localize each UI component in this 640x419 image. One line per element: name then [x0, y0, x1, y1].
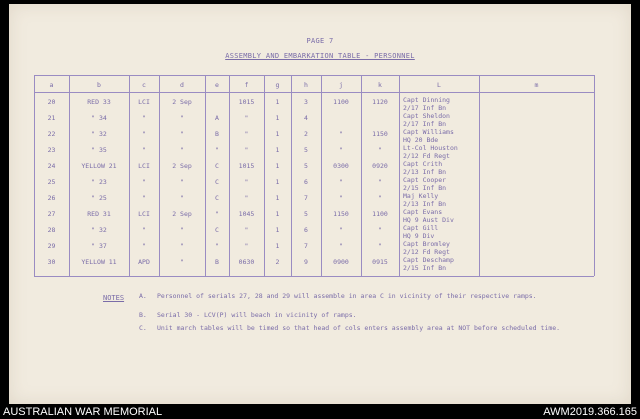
- table-cell-h: 4: [304, 114, 308, 122]
- table-cell-officer: Lt-Col Houston: [403, 144, 458, 152]
- table-cell-j: ": [339, 226, 343, 234]
- column-header: k: [378, 81, 382, 89]
- table-cell-c: LCI: [138, 210, 150, 218]
- table-cell-g: 1: [275, 114, 280, 122]
- table-cell-h: 7: [304, 194, 308, 202]
- table-cell-c: ": [142, 226, 146, 234]
- column-header: L: [437, 81, 441, 89]
- table-cell-a: 23: [47, 146, 56, 154]
- table-cell-e: A: [215, 114, 219, 122]
- table-cell-g: 1: [275, 98, 280, 106]
- table-cell-k: ": [378, 146, 382, 154]
- table-cell-unit: 2/13 Inf Bn: [403, 200, 447, 208]
- table-cell-c: LCI: [138, 162, 150, 170]
- column-header: b: [97, 81, 101, 89]
- table-cell-f: ": [244, 242, 249, 250]
- note-text: Personnel of serials 27, 28 and 29 will assemble in area C in vicinity of their respective ramps.: [157, 292, 537, 300]
- table-cell-h: 5: [304, 162, 308, 170]
- column-header: e: [215, 81, 219, 89]
- note-key: C.: [139, 324, 147, 332]
- table-cell-h: 2: [304, 130, 308, 138]
- table-cell-c: ": [142, 242, 146, 250]
- table-cell-e: ": [215, 242, 219, 250]
- table-cell-b: RED 33: [87, 98, 111, 106]
- table-cell-e: ": [215, 210, 219, 218]
- column-header: h: [304, 81, 308, 89]
- table-cell-unit: 2/13 Inf Bn: [403, 168, 447, 176]
- table-cell-a: 24: [47, 162, 56, 170]
- table-cell-e: B: [215, 130, 219, 138]
- table-cell-f: 1045: [238, 210, 255, 218]
- table-cell-h: 5: [304, 146, 308, 154]
- table-cell-officer: Capt Crith: [403, 160, 443, 168]
- table-cell-h: 6: [304, 178, 308, 186]
- table-cell-a: 26: [47, 194, 56, 202]
- note-text: Unit march tables will be timed so that head of cols enters assembly area at NOT before scheduled time.: [157, 324, 561, 332]
- table-cell-officer: Capt Dinning: [403, 96, 450, 104]
- table-cell-officer: Capt Cooper: [403, 176, 447, 184]
- table-cell-j: 0300: [333, 162, 349, 170]
- table-cell-f: 1015: [238, 162, 255, 170]
- table-cell-f: ": [244, 130, 249, 138]
- table-cell-e: C: [215, 162, 219, 170]
- table-cell-b: " 34: [91, 114, 107, 122]
- table-cell-c: ": [142, 194, 146, 202]
- table-cell-e: B: [215, 258, 219, 266]
- table-cell-officer: Maj Kelly: [403, 192, 439, 200]
- table-cell-d: ": [180, 114, 184, 122]
- column-header: a: [49, 81, 54, 89]
- table-cell-h: 5: [304, 210, 308, 218]
- table-cell-unit: 2/15 Inf Bn: [403, 264, 447, 272]
- note-key: A.: [139, 292, 147, 300]
- notes-label: NOTES: [103, 294, 125, 302]
- table-cell-j: ": [339, 130, 343, 138]
- column-header: j: [339, 81, 343, 89]
- table-cell-unit: 2/17 Inf Bn: [403, 120, 447, 128]
- table-cell-c: ": [142, 130, 146, 138]
- table-cell-f: 0630: [238, 258, 255, 266]
- table-cell-d: ": [180, 130, 184, 138]
- column-header: g: [275, 81, 280, 89]
- table-cell-a: 30: [47, 258, 56, 266]
- table-cell-k: 1100: [372, 210, 388, 218]
- table-cell-a: 29: [47, 242, 56, 250]
- table-cell-f: ": [244, 178, 249, 186]
- table-cell-k: 0920: [372, 162, 388, 170]
- table-cell-f: ": [244, 146, 249, 154]
- table-cell-officer: Capt Sheldon: [403, 112, 450, 120]
- table-cell-g: 2: [275, 258, 280, 266]
- header-bottom-rule: [34, 92, 594, 93]
- table-cell-d: 2 Sep: [172, 210, 192, 218]
- page-label: PAGE 7: [306, 37, 334, 45]
- table-cell-c: ": [142, 178, 146, 186]
- table-cell-officer: Capt Evans: [403, 208, 443, 216]
- table-cell-k: 1120: [372, 98, 388, 106]
- table-cell-b: YELLOW 21: [81, 162, 117, 170]
- table-cell-b: " 32: [91, 130, 107, 138]
- table-cell-j: 1100: [333, 98, 349, 106]
- table-cell-a: 21: [47, 114, 56, 122]
- table-cell-e: C: [215, 194, 219, 202]
- table-cell-k: ": [378, 242, 382, 250]
- table-cell-k: ": [378, 226, 382, 234]
- table-cell-officer: Capt Williams: [403, 128, 454, 136]
- table-cell-unit: HQ 9 Aust Div: [403, 216, 454, 224]
- table-cell-a: 28: [47, 226, 56, 234]
- table-cell-b: YELLOW 11: [81, 258, 117, 266]
- table-cell-j: ": [339, 242, 343, 250]
- column-divider: [399, 75, 400, 276]
- table-cell-k: 0915: [372, 258, 388, 266]
- column-divider: [479, 75, 480, 276]
- table-cell-d: ": [180, 258, 184, 266]
- table-cell-a: 20: [47, 98, 56, 106]
- table-cell-j: 1150: [333, 210, 349, 218]
- column-header: f: [244, 81, 249, 89]
- table-cell-unit: HQ 9 Div: [403, 232, 435, 240]
- table-cell-j: 0900: [333, 258, 349, 266]
- table-cell-d: ": [180, 194, 184, 202]
- table-cell-h: 9: [304, 258, 308, 266]
- table-cell-c: ": [142, 146, 146, 154]
- table-cell-officer: Capt Bromley: [403, 240, 450, 248]
- table-cell-g: 1: [275, 194, 280, 202]
- table-cell-d: ": [180, 226, 184, 234]
- table-cell-d: ": [180, 178, 184, 186]
- table-cell-h: 6: [304, 226, 308, 234]
- column-header: m: [534, 81, 539, 89]
- table-cell-g: 1: [275, 146, 280, 154]
- column-divider: [594, 75, 595, 276]
- table-top-rule: [34, 75, 594, 76]
- note-item: [139, 292, 599, 310]
- table-cell-k: ": [378, 178, 382, 186]
- column-header: d: [180, 81, 184, 89]
- table-cell-k: 1150: [372, 130, 388, 138]
- table-cell-j: ": [339, 146, 343, 154]
- note-text: Serial 30 - LCV(P) will beach in vicinity of ramps.: [157, 311, 357, 319]
- table-cell-d: 2 Sep: [172, 162, 192, 170]
- table-cell-h: 3: [304, 98, 308, 106]
- table-cell-f: 1015: [238, 98, 255, 106]
- table-cell-officer: Capt Deschamp: [403, 256, 454, 264]
- table-bottom-rule: [34, 276, 594, 277]
- table-cell-j: ": [339, 178, 343, 186]
- note-item: [139, 324, 599, 342]
- table-cell-officer: Capt Gill: [403, 224, 439, 232]
- table-cell-f: ": [244, 226, 249, 234]
- table-title: ASSEMBLY AND EMBARKATION TABLE - PERSONNEL: [225, 52, 415, 60]
- table-cell-b: " 25: [91, 194, 107, 202]
- table-cell-g: 1: [275, 242, 280, 250]
- table-cell-unit: 2/15 Inf Bn: [403, 184, 447, 192]
- table-cell-e: C: [215, 226, 219, 234]
- table-cell-g: 1: [275, 130, 280, 138]
- table-cell-f: ": [244, 114, 249, 122]
- table-cell-j: ": [339, 194, 343, 202]
- table-cell-unit: 2/12 Fd Regt: [403, 248, 450, 256]
- table-cell-b: " 35: [91, 146, 107, 154]
- table-cell-a: 27: [47, 210, 56, 218]
- table-cell-h: 7: [304, 242, 308, 250]
- note-key: B.: [139, 311, 147, 319]
- footer-left: AUSTRALIAN WAR MEMORIAL: [3, 406, 163, 418]
- table-cell-g: 1: [275, 162, 280, 170]
- table-cell-c: LCI: [138, 98, 150, 106]
- table-cell-unit: 2/17 Inf Bn: [403, 104, 447, 112]
- table-cell-a: 25: [47, 178, 56, 186]
- column-header: c: [142, 81, 146, 89]
- table-cell-g: 1: [275, 226, 280, 234]
- table-cell-e: C: [215, 178, 219, 186]
- table-cell-d: ": [180, 146, 184, 154]
- table-cell-c: ": [142, 114, 146, 122]
- table-cell-b: " 23: [91, 178, 107, 186]
- table-cell-g: 1: [275, 178, 280, 186]
- table-cell-g: 1: [275, 210, 280, 218]
- table-cell-b: " 32: [91, 226, 107, 234]
- footer-right: AWM2019.366.165: [543, 406, 637, 418]
- document-page: [9, 4, 631, 404]
- table-cell-b: RED 31: [87, 210, 111, 218]
- table-cell-k: ": [378, 194, 382, 202]
- table-cell-d: ": [180, 242, 184, 250]
- table-cell-f: ": [244, 194, 249, 202]
- table-cell-b: " 37: [91, 242, 107, 250]
- table-cell-a: 22: [47, 130, 56, 138]
- table-cell-unit: HQ 20 Bde: [403, 136, 439, 144]
- table-cell-e: ": [215, 146, 219, 154]
- table-cell-d: 2 Sep: [172, 98, 192, 106]
- table-cell-c: APD: [138, 258, 150, 266]
- table-cell-unit: 2/12 Fd Regt: [403, 152, 450, 160]
